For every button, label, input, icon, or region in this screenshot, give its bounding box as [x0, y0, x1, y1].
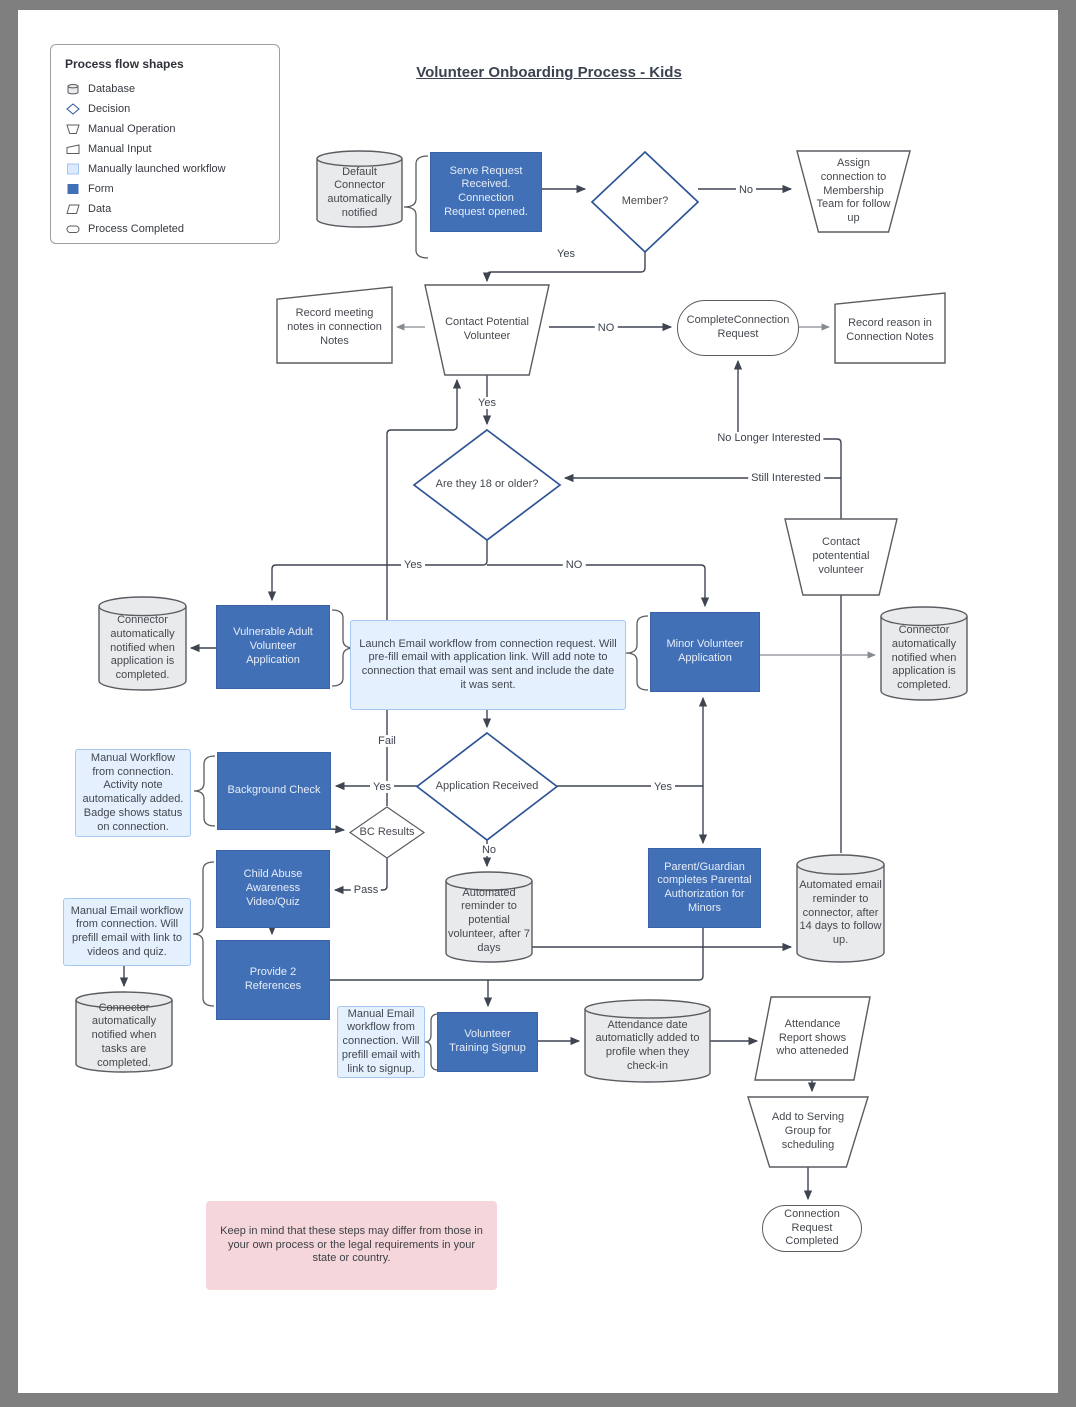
page-title: Volunteer Onboarding Process - Kids [416, 64, 682, 81]
edge-label-app-no: No [479, 844, 499, 856]
brace-background-check [194, 756, 215, 826]
node-add-serving-group[interactable] [748, 1097, 868, 1167]
node-label: Connector automatically notified when tasks are completed. [91, 1001, 157, 1069]
node-label: Attendance date automaticlly added to profile when they check-in [595, 1018, 700, 1072]
node-label: Attendance Report shows who atteneded [776, 1017, 849, 1058]
note-label: Manual Email workflow from connection. Will prefill email with link to videos and quiz. [70, 904, 184, 958]
manual-input-icon [65, 144, 80, 155]
node-label: Vulnerable Adult Volunteer Application [233, 626, 313, 666]
edge-label-adult-yes: Yes [401, 559, 425, 571]
edge-label-no-longer-interested: No Longer Interested [714, 432, 823, 444]
node-default-connector[interactable] [317, 151, 402, 227]
node-complete-connection[interactable] [677, 300, 799, 356]
node-record-reason[interactable] [835, 293, 945, 363]
note-launch-email-workflow[interactable] [350, 620, 626, 710]
node-label: Assign connection to Membership Team for follow up [816, 157, 891, 225]
node-age-decision[interactable] [414, 430, 560, 540]
node-label: Parent/Guardian completes Parental Authorization for Minors [657, 860, 752, 914]
node-label: Volunteer Training Signup [449, 1028, 526, 1054]
node-parental-authorization[interactable] [648, 848, 761, 928]
note-manual-email-signup[interactable] [337, 1006, 425, 1078]
node-bc-results-decision[interactable] [350, 807, 424, 858]
node-reminder-14-days[interactable] [797, 855, 884, 962]
node-label: Automated email reminder to connector, after 14 days to follow up. [799, 879, 882, 947]
node-assign-membership[interactable] [797, 151, 910, 232]
legend-item-label: Database [88, 83, 136, 95]
edge-label-contact-yes: Yes [475, 397, 499, 409]
node-label: Are they 18 or older? [435, 478, 539, 491]
legend-item-label: Data [88, 203, 112, 215]
node-child-abuse-quiz[interactable] [216, 850, 330, 928]
edge-label-fail: Fail [375, 735, 399, 747]
form-icon [65, 183, 80, 195]
node-minor-application[interactable] [650, 612, 760, 692]
node-label: CompleteConnection Request [686, 314, 790, 340]
node-label: Child Abuse Awareness Video/Quiz [243, 868, 303, 908]
node-member-decision[interactable] [592, 152, 698, 252]
node-attendance-report[interactable] [755, 997, 870, 1080]
node-contact-potential-volunteer-2[interactable] [785, 519, 897, 595]
node-label: Contact Potential Volunteer [445, 316, 529, 342]
node-label: Connector automatically notified when application is completed. [110, 614, 175, 682]
edge-label-member-no: No [736, 184, 756, 196]
node-reminder-7-days[interactable] [446, 872, 532, 962]
note-manual-workflow[interactable] [75, 749, 191, 837]
node-label: Default Connector automatically notified [327, 165, 392, 219]
legend-item-label: Manual Operation [88, 123, 176, 135]
edge-label-pass: Pass [351, 884, 381, 896]
node-label: BC Results [359, 825, 415, 838]
node-connector-notified-left[interactable] [99, 597, 186, 690]
database-icon [65, 83, 80, 96]
node-contact-potential-volunteer[interactable] [425, 285, 549, 375]
edge-label-still-interested: Still Interested [748, 472, 824, 484]
edge-label-member-yes: Yes [554, 248, 578, 260]
node-attendance-database[interactable] [585, 1000, 710, 1082]
brace-minor [626, 616, 648, 690]
legend-item-label: Form [88, 183, 114, 195]
legend-panel [50, 44, 280, 244]
node-record-meeting-notes[interactable] [277, 287, 392, 363]
node-label: Contact potentential volunteer [812, 536, 870, 576]
node-training-signup[interactable] [437, 1012, 538, 1072]
legend-item-label: Process Completed [88, 223, 184, 235]
legend-item-label: Decision [88, 103, 131, 115]
legend-item-label: Manual Input [88, 143, 152, 155]
edge-18-yes [272, 540, 487, 600]
node-label: Automated reminder to potential volunteer, after 7 days [448, 886, 530, 954]
note-label: Manual Workflow from connection. Activity note automatically added. Badge shows status on connection. [82, 751, 184, 833]
note-label: Manual Email workflow from connection. Will prefill email with link to signup. [341, 1007, 421, 1075]
edge-18-no [487, 565, 705, 606]
node-vulnerable-adult-application[interactable] [216, 605, 330, 689]
node-label: Member? [621, 195, 669, 208]
brace-videos-quiz [193, 862, 214, 1006]
manual-operation-icon [65, 124, 80, 135]
node-label: Record reason in Connection Notes [846, 317, 934, 343]
node-label: Add to Serving Group for scheduling [771, 1111, 845, 1151]
node-serve-request[interactable] [430, 152, 542, 232]
node-application-received-decision[interactable] [417, 733, 557, 840]
node-background-check[interactable] [217, 752, 331, 830]
node-label: Provide 2 References [244, 966, 302, 992]
process-completed-icon [65, 224, 80, 234]
node-provide-references[interactable] [216, 940, 330, 1020]
node-label: Application Received [435, 779, 539, 792]
legend-title: Process flow shapes [65, 57, 184, 71]
node-label: Background Check [227, 784, 321, 797]
node-connector-notified-right[interactable] [881, 607, 967, 700]
node-label: Connector automatically notified when application is completed. [891, 624, 957, 692]
legend-item-label: Manually launched workflow [88, 163, 226, 175]
edge-label-app-yes-right: Yes [651, 781, 675, 793]
node-connector-tasks-completed[interactable] [76, 992, 172, 1072]
footnote-box [206, 1201, 497, 1290]
note-label: Launch Email workflow from connection request. Will pre-fill email with application link. Will add note to connection that email was sent and include the date it was sent. [359, 637, 617, 691]
edge-label-contact-no: NO [595, 322, 618, 334]
footnote-label: Keep in mind that these steps may differ from those in your own process or the legal requirements in your state or country. [220, 1224, 483, 1265]
decision-icon [65, 103, 80, 115]
note-manual-email-videos[interactable] [63, 898, 191, 966]
node-label: Serve Request Received. Connection Request opened. [444, 164, 528, 218]
node-label: Connection Request Completed [784, 1207, 840, 1248]
node-label: Record meeting notes in connection Notes [287, 307, 382, 347]
data-icon [65, 204, 80, 215]
edge-label-adult-no: NO [563, 559, 586, 571]
edge-label-app-yes-left: Yes [370, 781, 394, 793]
edge-bc-to-results [331, 829, 344, 830]
brace-default-connector [404, 156, 428, 258]
manual-workflow-icon [65, 163, 80, 175]
node-label: Minor Volunteer Application [666, 638, 744, 664]
node-connection-request-completed[interactable] [762, 1205, 862, 1252]
